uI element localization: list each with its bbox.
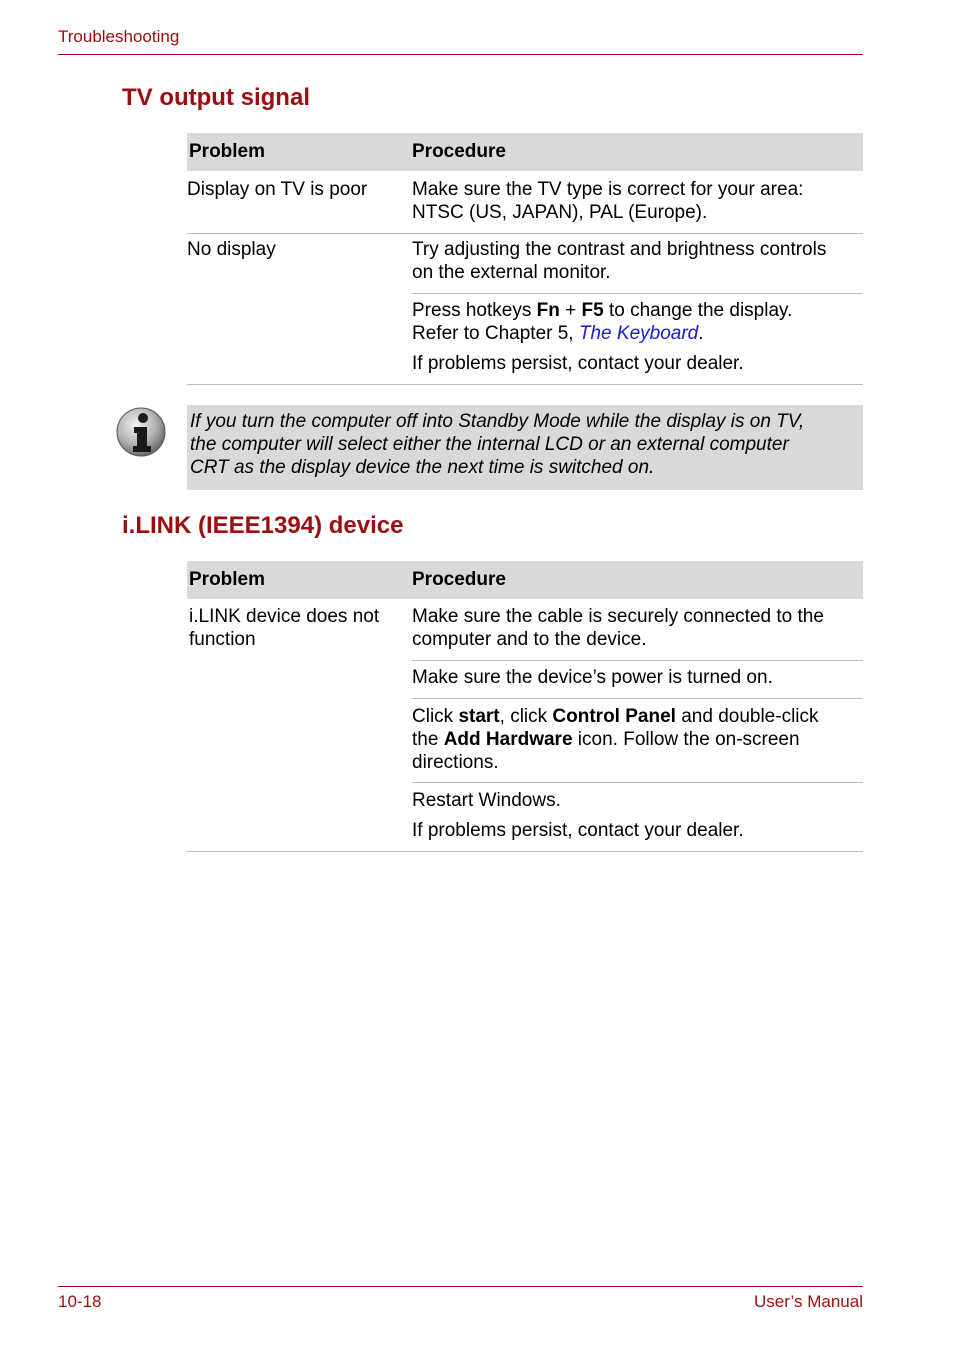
text-line: Refer to Chapter 5, The Keyboard. [412,323,704,344]
table-bottom-rule [187,851,863,852]
cell-divider [412,660,863,661]
text-line: the computer will select either the internal LCD or an external computer [190,434,789,455]
text-line: NTSC (US, JAPAN), PAL (Europe). [412,202,708,223]
text-line: Press hotkeys Fn + F5 to change the display. [412,300,793,321]
ui-control-panel: Control Panel [552,706,676,727]
section-title-ilink: i.LINK (IEEE1394) device [122,512,404,539]
tv-procedure-2 [412,238,826,284]
row-divider [187,233,863,234]
text-line: If you turn the computer off into Standby Mode while the display is on TV, [190,411,805,432]
ilink-procedure-1 [412,605,824,651]
ilink-procedure-3 [412,705,819,774]
text-line: on the external monitor. [412,262,611,283]
text-line: function [189,629,256,650]
key-fn: Fn [536,300,560,321]
tv-procedure-3 [412,299,792,375]
tv-problem-2: No display [187,239,276,260]
tv-table-header [187,133,863,171]
ui-add-hardware: Add Hardware [443,729,573,750]
text-line: If problems persist, contact your dealer. [412,820,744,841]
table-bottom-rule [187,384,863,385]
col-problem: Problem [189,569,266,590]
text-line: Restart Windows. [412,790,561,811]
ilink-procedure-4 [412,789,744,842]
page-number: 10-18 [58,1292,102,1311]
info-icon [115,406,167,458]
text-line: directions. [412,752,499,773]
tv-procedure-1 [412,178,803,224]
cell-divider [412,782,863,783]
footer-rule [58,1286,863,1287]
text-line: CRT as the display device the next time is switched on. [190,457,655,478]
ilink-procedure-2: Make sure the device’s power is turned on. [412,667,773,688]
key-f5: F5 [581,300,604,321]
header-rule [58,54,863,55]
cell-divider [412,293,863,294]
keyboard-chapter-link[interactable]: The Keyboard [578,323,699,344]
text-line: Make sure the TV type is correct for your area: [412,179,804,200]
ilink-table-header [187,561,863,599]
text-line: If problems persist, contact your dealer. [412,353,744,374]
section-title-tv: TV output signal [122,84,310,111]
cell-divider [412,698,863,699]
manual-title: User’s Manual [754,1292,863,1311]
text-line: Try adjusting the contrast and brightness controls [412,239,827,260]
text-line: Make sure the cable is securely connected to the [412,606,824,627]
ilink-problem [189,605,379,651]
note-text [190,410,860,479]
text-line: i.LINK device does not [189,606,380,627]
text-line: Click start, click Control Panel and double-click [412,706,819,727]
col-procedure: Procedure [412,569,506,590]
text-line: the Add Hardware icon. Follow the on-screen [412,729,800,750]
running-header: Troubleshooting [58,27,180,46]
col-problem: Problem [189,141,266,162]
ui-start: start [458,706,500,727]
col-procedure: Procedure [412,141,506,162]
tv-problem-1: Display on TV is poor [187,179,368,200]
text-line: computer and to the device. [412,629,647,650]
